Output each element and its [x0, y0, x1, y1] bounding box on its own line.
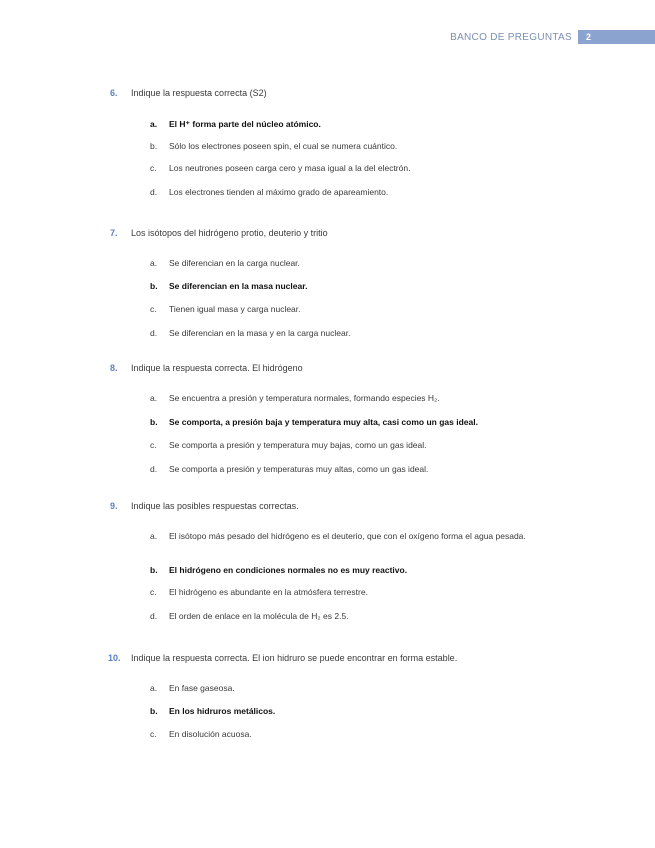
option-text: Se comporta a presión y temperaturas muy altas, como un gas ideal.: [169, 464, 429, 474]
question-number: 6.: [110, 88, 118, 98]
option-text: Se encuentra a presión y temperatura normales, formando especies H₂.: [169, 393, 440, 403]
option-text: Tienen igual masa y carga nuclear.: [169, 304, 301, 314]
option-text: El orden de enlace en la molécula de H₂ es 2.5.: [169, 611, 349, 621]
option-letter: a.: [150, 683, 158, 693]
option-letter: b.: [150, 141, 158, 151]
header-title: BANCO DE PREGUNTAS: [450, 31, 572, 43]
option-text: El isótopo más pesado del hidrógeno es el deuterio, que con el oxígeno forma el agua pesada.: [169, 531, 526, 541]
option-text: Los neutrones poseen carga cero y masa igual a la del electrón.: [169, 163, 411, 173]
option-text: En los hidruros metálicos.: [169, 706, 276, 716]
option-letter: c.: [150, 729, 157, 739]
answer-option-a: [0, 393, 655, 404]
option-letter: b.: [150, 565, 158, 575]
page-header: [450, 30, 655, 44]
answer-option-d: [0, 187, 655, 198]
option-letter: d.: [150, 328, 158, 338]
answer-option-a: [0, 258, 655, 269]
answer-option-b: [0, 565, 655, 576]
answer-option-c: [0, 729, 655, 740]
answer-option-c: [0, 440, 655, 451]
answer-option-a: [0, 683, 655, 694]
option-text: El H⁺ forma parte del núcleo atómico.: [169, 119, 321, 129]
question-8: [0, 360, 655, 474]
option-letter: c.: [150, 587, 157, 597]
answer-option-b: [0, 281, 655, 292]
option-text: Se diferencian en la masa nuclear.: [169, 281, 308, 291]
option-text: Se comporta, a presión baja y temperatura muy alta, casi como un gas ideal.: [169, 417, 478, 427]
question-7: [0, 225, 655, 338]
answer-option-b: [0, 141, 655, 152]
question-text: Los isótopos del hidrógeno protio, deuterio y tritio: [131, 228, 328, 238]
option-letter: d.: [150, 464, 158, 474]
question-stem: [0, 85, 655, 101]
answer-option-d: [0, 464, 655, 475]
answer-option-d: [0, 611, 655, 622]
answer-option-a: [0, 531, 655, 542]
question-stem: [0, 225, 655, 241]
page-number-badge: 2: [578, 30, 655, 44]
question-stem: [0, 360, 655, 376]
answer-option-b: [0, 417, 655, 428]
answer-option-c: [0, 163, 655, 174]
option-letter: c.: [150, 304, 157, 314]
option-letter: a.: [150, 531, 158, 541]
question-text: Indique la respuesta correcta (S2): [131, 88, 267, 98]
question-stem: [0, 498, 655, 514]
option-letter: b.: [150, 281, 158, 291]
answer-option-c: [0, 304, 655, 315]
option-letter: a.: [150, 393, 158, 403]
question-6: [0, 85, 655, 197]
question-10: [0, 650, 655, 739]
option-text: El hidrógeno es abundante en la atmósfera terrestre.: [169, 587, 368, 597]
question-text: Indique la respuesta correcta. El ion hidruro se puede encontrar en forma estable.: [131, 653, 458, 663]
option-letter: b.: [150, 417, 158, 427]
question-9: [0, 498, 655, 621]
option-letter: a.: [150, 258, 158, 268]
question-text: Indique la respuesta correcta. El hidrógeno: [131, 363, 303, 373]
answer-option-d: [0, 328, 655, 339]
option-letter: d.: [150, 187, 158, 197]
question-stem: [0, 650, 655, 666]
option-letter: c.: [150, 163, 157, 173]
option-text: En fase gaseosa.: [169, 683, 235, 693]
option-text: Los electrones tienden al máximo grado de apareamiento.: [169, 187, 389, 197]
answer-option-c: [0, 587, 655, 598]
answer-option-b: [0, 706, 655, 717]
option-letter: a.: [150, 119, 158, 129]
option-text: Se comporta a presión y temperatura muy bajas, como un gas ideal.: [169, 440, 427, 450]
question-number: 10.: [108, 653, 121, 663]
question-number: 8.: [110, 363, 118, 373]
option-text: El hidrógeno en condiciones normales no es muy reactivo.: [169, 565, 408, 575]
question-text: Indique las posibles respuestas correctas.: [131, 501, 299, 511]
option-text: Sólo los electrones poseen spin, el cual se numera cuántico.: [169, 141, 398, 151]
option-text: Se diferencian en la masa y en la carga nuclear.: [169, 328, 351, 338]
question-number: 7.: [110, 228, 118, 238]
option-letter: d.: [150, 611, 158, 621]
answer-option-a: [0, 119, 655, 130]
option-letter: b.: [150, 706, 158, 716]
option-text: En disolución acuosa.: [169, 729, 252, 739]
question-number: 9.: [110, 501, 118, 511]
option-text: Se diferencian en la carga nuclear.: [169, 258, 300, 268]
option-letter: c.: [150, 440, 157, 450]
